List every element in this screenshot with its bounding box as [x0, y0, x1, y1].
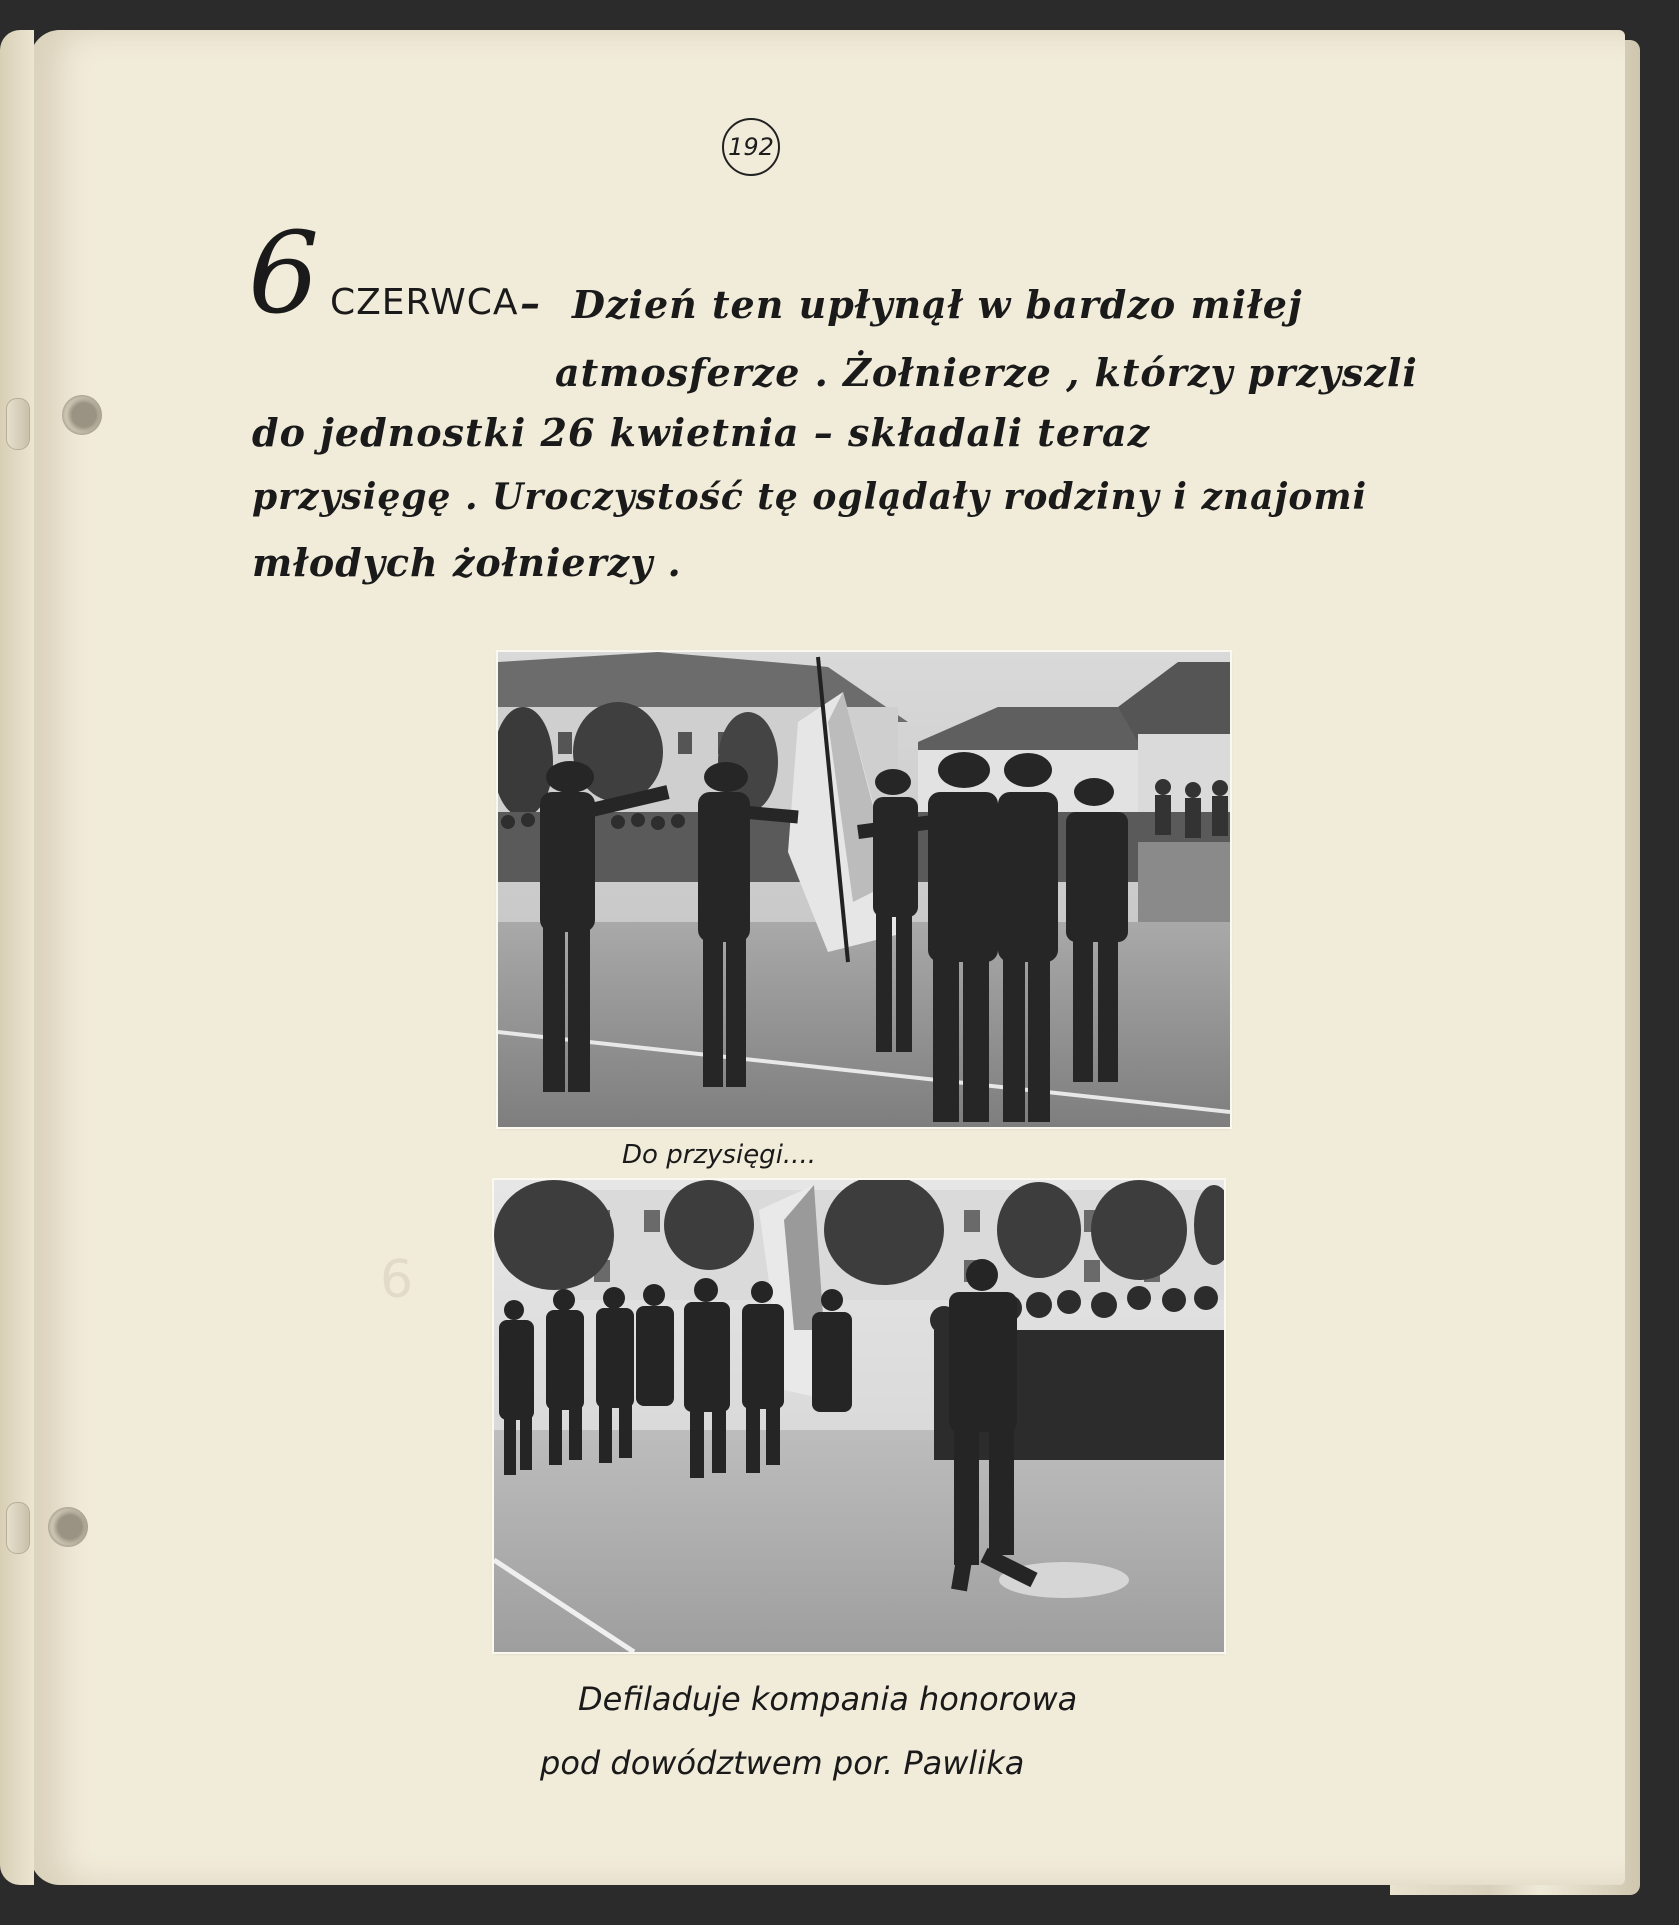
- heading-day: 6: [248, 209, 320, 339]
- photo-parade: [494, 1180, 1224, 1652]
- caption-photo-parade-line1: Defiladuje kompania honorowa: [578, 1680, 1078, 1718]
- heading-dash: –: [520, 280, 541, 327]
- punch-hole-top: [62, 395, 102, 435]
- page-number: [722, 118, 780, 176]
- body-line-2: atmosferze . Żołnierze , którzy przyszli: [555, 350, 1418, 395]
- caption-photo-parade-line2: pod dowództwem por. Pawlika: [540, 1744, 1025, 1782]
- bleed-through-mark: 6: [380, 1250, 414, 1310]
- page-number-text: 192: [728, 133, 774, 161]
- photo-oath-ceremony: [498, 652, 1230, 1127]
- binding-edge: [0, 30, 34, 1885]
- binder-ring-bottom: [6, 1502, 30, 1554]
- body-line-5: młodych żołnierzy .: [252, 540, 682, 585]
- body-line-4: przysięgę . Uroczystość tę oglądały rodziny i znajomi: [252, 476, 1368, 518]
- photo-parade-image: [494, 1180, 1224, 1652]
- caption-photo-oath: Do przysięgi....: [622, 1140, 816, 1170]
- binder-ring-top: [6, 398, 30, 450]
- punch-hole-bottom: [48, 1507, 88, 1547]
- heading-month: CZERWCA: [330, 282, 519, 323]
- body-line-1: Dzień ten upłynął w bardzo miłej: [572, 282, 1303, 327]
- photo-oath-image: [498, 652, 1230, 1127]
- body-line-3: do jednostki 26 kwietnia – składali teraz: [252, 410, 1151, 455]
